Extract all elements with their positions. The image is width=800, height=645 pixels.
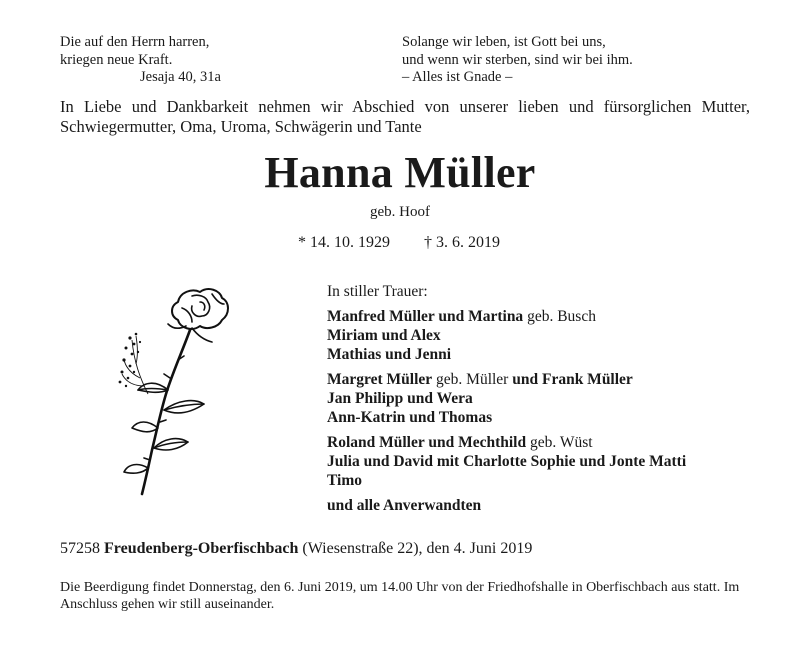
verse-right-line-2: und wenn wir sterben, sind wir bei ihm. bbox=[402, 51, 633, 68]
deceased-name: Hanna Müller bbox=[264, 148, 536, 197]
verse-left-line-1: Die auf den Herrn harren, bbox=[60, 34, 210, 50]
address-date: (Wiesenstraße 22), den 4. Juni 2019 bbox=[298, 540, 533, 557]
mourner-row: Miriam und Alex bbox=[327, 327, 441, 344]
death-date: † 3. 6. 2019 bbox=[424, 234, 500, 251]
intro-text: In Liebe und Dankbarkeit nehmen wir Abschied von unserer lieben und fürsorglichen Mutter, Schwiegermutter, Oma, Uroma, Schwägerin und Tante bbox=[60, 97, 750, 136]
funeral-note: Die Beerdigung findet Donnerstag, den 6. Juni 2019, um 14.00 Uhr von der Friedhofshalle in Oberfischbach aus statt. Im Anschluss gehen wir still auseinander. bbox=[60, 580, 740, 612]
mourners-heading: In stiller Trauer: bbox=[327, 283, 428, 300]
mourners-closing: und alle Anverwandten bbox=[327, 497, 482, 514]
mourner-row bbox=[327, 307, 686, 326]
family-group-3 bbox=[327, 433, 686, 490]
mourner-row bbox=[327, 433, 686, 452]
verse-left bbox=[60, 34, 221, 87]
postcode: 57258 bbox=[60, 540, 104, 557]
mourner-name: Manfred Müller und Martina bbox=[327, 308, 524, 325]
mourner-maiden-name: geb. Wüst bbox=[526, 434, 593, 451]
place-and-date bbox=[60, 540, 532, 558]
mourner-row: Ann-Katrin und Thomas bbox=[327, 409, 493, 426]
maiden-name: geb. Hoof bbox=[370, 204, 430, 220]
verse-right bbox=[402, 34, 633, 87]
mourner-row: Timo bbox=[327, 472, 363, 489]
town: Freudenberg-Oberfischbach bbox=[104, 540, 299, 557]
verse-left-line-2: kriegen neue Kraft. bbox=[60, 51, 173, 68]
family-group-2 bbox=[327, 370, 686, 427]
mourner-name: Margret Müller bbox=[327, 371, 433, 388]
family-group-1 bbox=[327, 307, 686, 364]
mourner-name: Roland Müller und Mechthild bbox=[327, 434, 527, 451]
mourner-name: und Frank Müller bbox=[512, 371, 633, 388]
verse-right-line-3: – Alles ist Gnade – bbox=[402, 69, 513, 85]
birth-date: * 14. 10. 1929 bbox=[298, 234, 390, 251]
rose-illustration-icon bbox=[108, 282, 243, 507]
mourner-maiden-name: geb. Müller bbox=[432, 371, 513, 388]
mourners-list bbox=[327, 282, 686, 515]
verse-reference: Jesaja 40, 31a bbox=[140, 69, 221, 85]
verse-right-line-1: Solange wir leben, ist Gott bei uns, bbox=[402, 34, 606, 50]
mourner-row: Julia und David mit Charlotte Sophie und Jonte Matti bbox=[327, 453, 687, 470]
mourner-maiden-name: geb. Busch bbox=[523, 308, 596, 325]
mourner-row: Mathias und Jenni bbox=[327, 346, 452, 363]
mourner-row: Jan Philipp und Wera bbox=[327, 390, 473, 407]
mourner-row bbox=[327, 370, 686, 389]
